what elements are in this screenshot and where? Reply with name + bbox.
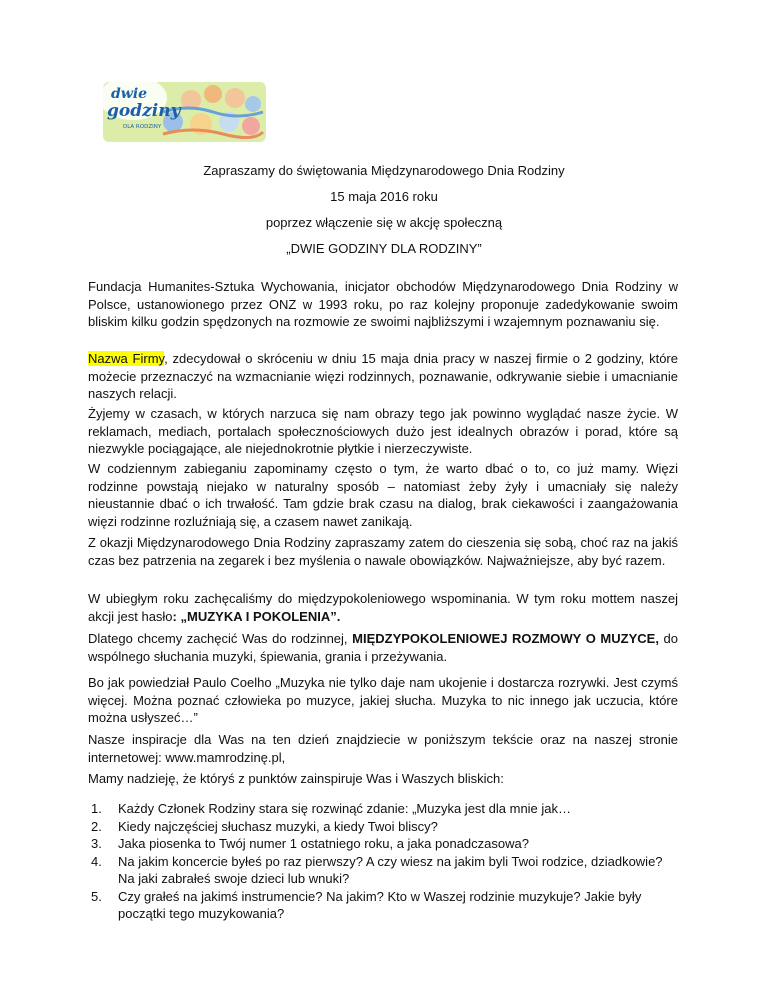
header-line-3: poprzez włączenie się w akcję społeczną <box>265 215 503 230</box>
list-item: 4. Na jakim koncercie byłeś po raz pierwszy? A czy wiesz na jakim byli Twoi rodzice, dziadkowie? Na jaki zabrałeś swoje dzieci lub wnuki? <box>91 853 663 886</box>
paragraph-5: Z okazji Międzynarodowego Dnia Rodziny zapraszamy zatem do cieszenia się sobą, choć raz na jakiś czas bez patrzenia na zegarek i bez myślenia o nawale obowiązków. Najważniejsze, aby być razem. <box>88 535 678 568</box>
paragraph-1: Fundacja Humanites-Sztuka Wychowania, inicjator obchodów Międzynarodowego Dnia Rodziny w Polsce, ustanowionego przez ONZ w 1993 roku, po raz kolejny proponuje zadedykowanie swoim bliskim kilku godzin spędzonych na rozmowie ze swoimi najbliższymi i wzajemnym poznawaniu się. <box>88 279 678 329</box>
list-item: 1. Każdy Członek Rodziny stara się rozwinąć zdanie: „Muzyka jest dla mnie jak… <box>91 801 572 816</box>
paragraph-10: Mamy nadzieję, że któryś z punktów zainspiruje Was i Waszych bliskich: <box>88 771 504 786</box>
svg-text:dwie: dwie <box>111 86 148 102</box>
inspiration-list <box>88 800 678 923</box>
logo-illustration <box>103 78 266 142</box>
paragraph-4: W codziennym zabieganiu zapominamy często o tym, że warto dbać o to, co już mamy. Więzi rodzinne powstają niejako w naturalny sposób – natomiast żeby żyły i umacniały się należy nieustannie dbać o ich trwałość. Tam gdzie brak czasu na dialog, brak ciekawości i zaangażowania więzi rodzinne rozluźniają się, a czasem nawet zanikają. <box>88 461 678 529</box>
svg-text:DLA RODZINY: DLA RODZINY <box>123 124 162 130</box>
svg-text:godziny: godziny <box>107 101 181 121</box>
paragraph-3: Żyjemy w czasach, w których narzuca się nam obrazy tego jak powinno wyglądać nasze życie. W reklamach, mediach, portalach społecznościowych dużo jest idealnych obrazów i porad, które są niezwykle pociągające, ale niejednokrotnie płytkie i nierzeczywiste. <box>88 406 678 456</box>
header-line-1: Zapraszamy do świętowania Międzynarodowego Dnia Rodziny <box>203 163 565 178</box>
paragraph-6: W ubiegłym roku zachęcaliśmy do międzypokoleniowego wspominania. W tym roku mottem naszej akcji jest hasło: „MUZYKA I POKOLENIA”. <box>88 591 678 624</box>
campaign-logo <box>103 78 266 142</box>
header-campaign-name: „DWIE GODZINY DLA RODZINY” <box>286 241 482 256</box>
list-item: 3. Jaka piosenka to Twój numer 1 ostatniego roku, a jaka ponadczasowa? <box>91 836 529 851</box>
paragraph-7: Dlatego chcemy zachęcić Was do rodzinnej, MIĘDZYPOKOLENIOWEJ ROZMOWY O MUZYCE, do wspólnego słuchania muzyki, śpiewania, grania i przeżywania. <box>88 631 678 664</box>
company-name-placeholder: Nazwa Firmy <box>88 351 165 366</box>
list-item: 2. Kiedy najczęściej słuchasz muzyki, a kiedy Twoi bliscy? <box>91 818 438 834</box>
list-item: 5. Czy grałeś na jakimś instrumencie? Na jakim? Kto w Waszej rodzinie muzykuje? Jakie były początki tego muzykowania? <box>91 888 642 921</box>
paragraph-quote: Bo jak powiedział Paulo Coelho „Muzyka nie tylko daje nam ukojenie i dostarcza rozrywki. Jest czymś więcej. Można poznać człowieka po muzyce, jakiej słucha. Muzyka to nic innego jak uczucia, które można usłyszeć…” <box>88 675 678 725</box>
paragraph-2: Nazwa Firmy, zdecydował o skróceniu w dniu 15 maja dnia pracy w naszej firmie o 2 godziny, które możecie przeznaczyć na wzmacnianie więzi rodzinnych, poznawanie, odkrywanie siebie i umacnianie naszych relacji. <box>88 351 678 401</box>
header-date: 15 maja 2016 roku <box>330 189 438 204</box>
motto: : „MUZYKA I POKOLENIA”. <box>172 608 341 624</box>
paragraph-9: Nasze inspiracje dla Was na ten dzień znajdziecie w poniższym tekście oraz na naszej stronie internetowej: www.mamrodzinę.pl, <box>88 732 678 765</box>
